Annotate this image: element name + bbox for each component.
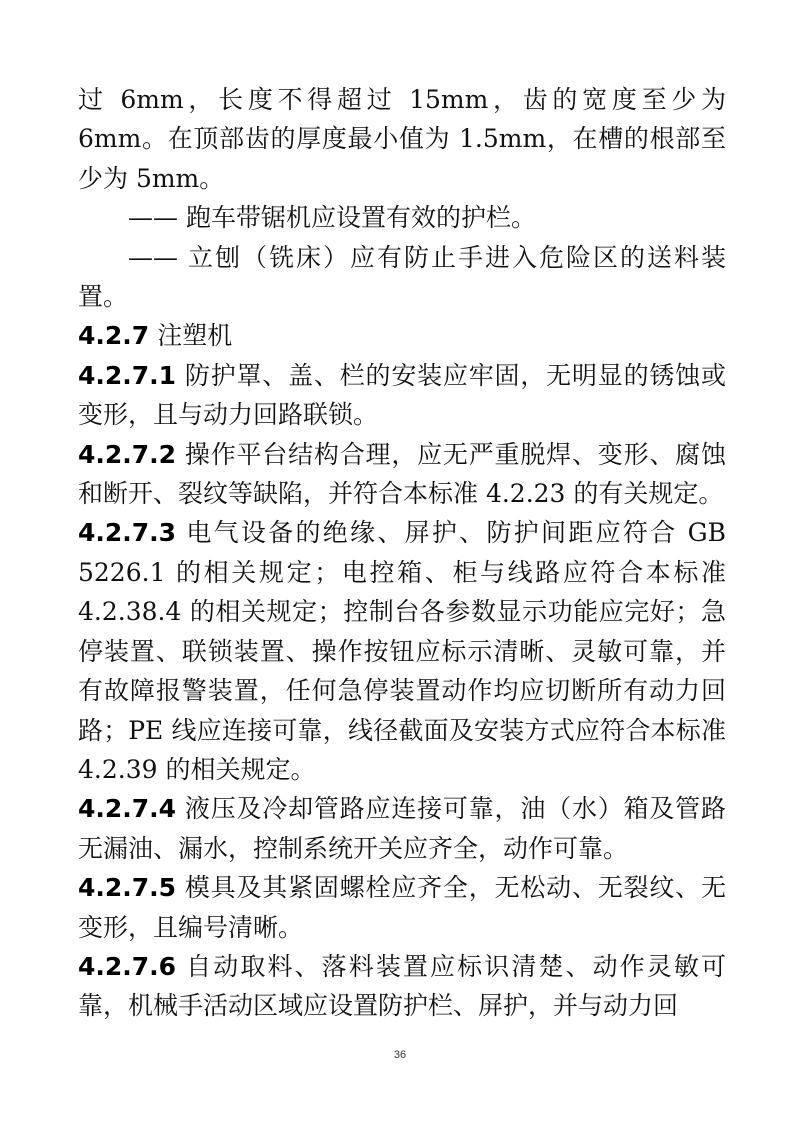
- clause-text: 液压及冷却管路应连接可靠，油（水）箱及管路无漏油、漏水，控制系统开关应齐全，动作可靠。: [78, 794, 726, 863]
- clause-4-2-7-2: [78, 435, 726, 514]
- clause-number: 4.2.7.1: [78, 360, 177, 390]
- clause-number: 4.2.7.6: [78, 951, 177, 981]
- section-heading-4-2-7: [78, 316, 726, 355]
- clause-4-2-7-3: [78, 513, 726, 789]
- paragraph-planer-feed: [78, 238, 726, 317]
- paragraph-band-saw-guard: [78, 198, 726, 237]
- document-body: [78, 80, 726, 1026]
- paragraph-text: —— 跑车带锯机应设置有效的护栏。: [128, 203, 536, 233]
- clause-4-2-7-1: [78, 356, 726, 435]
- clause-text: 电气设备的绝缘、屏护、防护间距应符合 GB 5226.1 的相关规定；电控箱、柜与线路应符合本标准 4.2.38.4 的相关规定；控制台各参数显示功能应完好；急停装置、联锁装置、操作按钮应标示清晰、灵敏可靠，并有故障报警装置，任何急停装置动作均应切断所有动力回路；PE 线应连接可靠，线径截面及安装方式应符合本标准 4.2.39 的相关规定。: [78, 518, 726, 784]
- clause-number: 4.2.7.2: [78, 439, 177, 469]
- clause-text: 模具及其紧固螺栓应齐全，无松动、无裂纹、无变形，且编号清晰。: [78, 873, 726, 942]
- section-title: 注塑机: [157, 321, 233, 351]
- clause-4-2-7-6: [78, 947, 726, 1026]
- page-number: 36: [393, 1049, 407, 1061]
- clause-text: 防护罩、盖、栏的安装应牢固，无明显的锈蚀或变形，且与动力回路联锁。: [78, 360, 726, 430]
- clause-text: 操作平台结构合理，应无严重脱焊、变形、腐蚀和断开、裂纹等缺陷，并符合本标准 4.2.23 的有关规定。: [78, 439, 726, 509]
- clause-number: 4.2.7.3: [78, 518, 177, 548]
- paragraph-text: —— 立刨（铣床）应有防止手进入危险区的送料装置。: [78, 242, 726, 312]
- paragraph-text: 过 6mm，长度不得超过 15mm，齿的宽度至少为 6mm。在顶部齿的厚度最小值为 1.5mm，在槽的根部至少为 5mm。: [78, 85, 726, 193]
- clause-4-2-7-4: [78, 789, 726, 868]
- clause-text: 自动取料、落料装置应标识清楚、动作灵敏可靠，机械手活动区域应设置防护栏、屏护，并与动力回: [78, 951, 726, 1021]
- clause-number: 4.2.7.5: [78, 873, 177, 903]
- clause-4-2-7-5: [78, 868, 726, 947]
- clause-number: 4.2.7.4: [78, 794, 177, 824]
- section-number: 4.2.7: [78, 321, 150, 351]
- paragraph-blade-spec: [78, 80, 726, 198]
